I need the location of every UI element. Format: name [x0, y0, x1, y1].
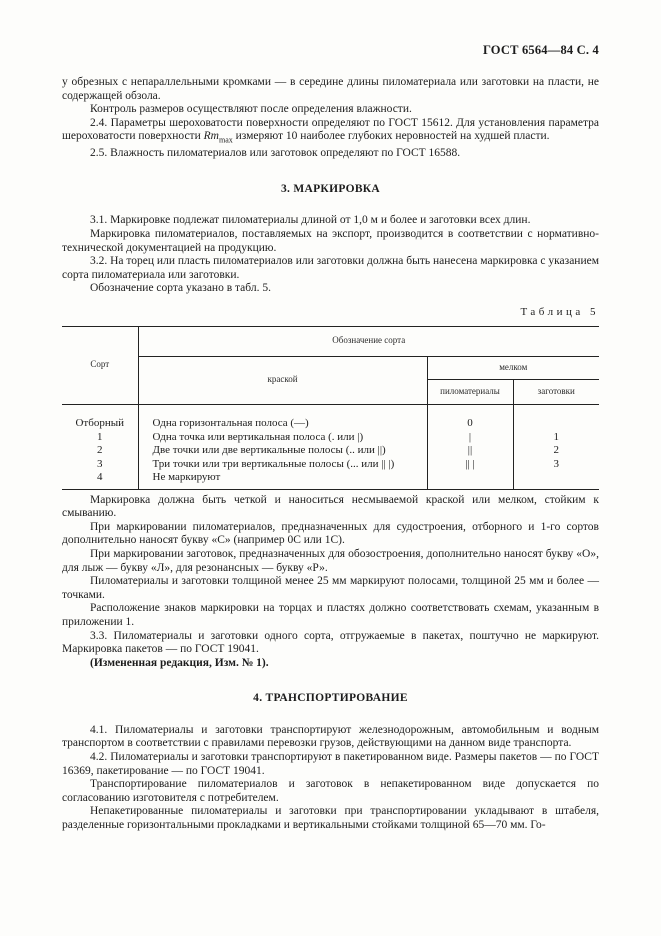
paragraph: Маркировка пиломатериалов, поставляемых на экспорт, производится в соответствии с нормативно-технической документацией на продукцию.: [62, 228, 599, 254]
paragraph: Непакетированные пиломатериалы и заготовки при транспортировании укладывают в штабеля, разделенные горизонтальными прокладками и вертикальными стойками толщиной 65—70 мм. Го-: [62, 805, 599, 832]
cell-lumber: || |: [427, 458, 513, 472]
table-row: [62, 444, 599, 458]
section-3-title: 3. МАРКИРОВКА: [280, 182, 381, 195]
cell-blanks: 1: [553, 430, 559, 443]
cell-paint: Одна точка или вертикальная полоса (. или |): [138, 431, 427, 445]
header-lumber: пиломатериалы: [427, 379, 513, 404]
cell-blanks: 2: [553, 444, 559, 457]
table-caption: Таблица 5: [520, 306, 599, 319]
cell-lumber: [427, 471, 513, 485]
parameter-symbol: Rm: [203, 130, 219, 143]
paragraph-text: измеряют 10 наиболее глубоких неровностей на худшей пласти.: [235, 130, 550, 143]
paragraph: Контроль размеров осуществляют после определения влажности.: [90, 103, 412, 116]
cell-paint: Три точки или три вертикальные полосы (... или || |): [138, 458, 427, 472]
paragraph-2-4: [62, 117, 599, 147]
paragraph: Маркировка должна быть четкой и наноситься несмываемой краской или мелком, стойким к смыванию.: [62, 493, 599, 520]
cell-paint: Две точки или две вертикальные полосы (.. или ||): [138, 444, 427, 458]
cell-blanks: [513, 417, 599, 431]
header-designation: Обозначение сорта: [138, 326, 599, 356]
cell-blanks: 3: [553, 457, 559, 470]
cell-lumber: |: [427, 431, 513, 445]
header-chalk: мелком: [427, 356, 599, 379]
paragraph: Пиломатериалы и заготовки толщиной менее 25 мм маркируют полосами, толщиной 25 мм и более — точками.: [62, 575, 599, 601]
header-sort: Сорт: [62, 326, 138, 404]
paragraph: у обрезных с непараллельными кромками — в середине длины пиломатериала или заготовки на пласти, не содержащей обзола.: [62, 76, 599, 102]
header-paint: краской: [138, 356, 427, 404]
cell-blanks: [513, 471, 599, 485]
paragraph: 4.2. Пиломатериалы и заготовки транспортируют в пакетированном виде. Размеры пакетов — по ГОСТ 16369, пакетирование — по ГОСТ 19041.: [62, 751, 599, 777]
paragraph: Расположение знаков маркировки на торцах и пластях должно соответствовать схемам, указанным в приложении 1.: [62, 602, 599, 628]
section-4-title: 4. ТРАНСПОРТИРОВАНИЕ: [253, 692, 408, 705]
page-body: [62, 76, 599, 833]
cell-paint: Не маркируют: [138, 471, 427, 485]
table-row: [62, 471, 599, 485]
cell-sort: Отборный: [62, 417, 138, 431]
table-row: [62, 417, 599, 431]
table-row: [62, 431, 599, 445]
cell-sort: 3: [62, 458, 138, 472]
cell-lumber: ||: [427, 444, 513, 458]
header-blanks: заготовки: [513, 379, 599, 404]
table-row: [62, 458, 599, 472]
paragraph: 3.2. На торец или пласть пиломатериалов или заготовки должна быть нанесена маркировка с указанием сорта пиломатериала или заготовки.: [62, 255, 599, 281]
paragraph: 4.1. Пиломатериалы и заготовки транспортируют железнодорожным, автомобильным и водным транспортом в соответствии с правилами перевозки грузов, действующими на данном виде транспорта.: [62, 723, 599, 750]
paragraph: При маркировании пиломатериалов, предназначенных для судостроения, отборного и 1-го сортов дополнительно наносят букву «С» (например 0С или 1С).: [62, 520, 599, 547]
cell-sort: 2: [62, 444, 138, 458]
paragraph: Транспортирование пиломатериалов и заготовок в непакетированном виде допускается по согласованию изготовителя с потребителем.: [62, 778, 599, 804]
paragraph: Обозначение сорта указано в табл. 5.: [90, 282, 271, 295]
cell-sort: 1: [62, 431, 138, 445]
parameter-subscript: max: [218, 135, 233, 145]
cell-paint: Одна горизонтальная полоса (—): [138, 417, 427, 431]
page-header: ГОСТ 6564—84 С. 4: [482, 43, 599, 57]
cell-sort: 4: [62, 471, 138, 485]
amendment-note: (Измененная редакция, Изм. № 1).: [90, 656, 269, 669]
paragraph: 2.5. Влажность пиломатериалов или заготовок определяют по ГОСТ 16588.: [90, 147, 461, 160]
paragraph: 3.1. Маркировке подлежат пиломатериалы длиной от 1,0 м и более и заготовки всех длин.: [90, 214, 531, 227]
paragraph-text: 2.4. Параметры шероховатости поверхности определяют по ГОСТ 15612. Для установления параметра шероховатости поверхности: [62, 116, 599, 143]
table-5: [62, 326, 599, 490]
paragraph: При маркировании заготовок, предназначенных для обозостроения, дополнительно наносят букву «О», для лыж — букву «Л», для резонансных — букву «Р».: [62, 547, 599, 574]
cell-lumber: 0: [427, 417, 513, 431]
paragraph: 3.3. Пиломатериалы и заготовки одного сорта, отгружаемые в пакетах, поштучно не маркируют. Маркировка пакетов — по ГОСТ 19041.: [62, 629, 599, 656]
